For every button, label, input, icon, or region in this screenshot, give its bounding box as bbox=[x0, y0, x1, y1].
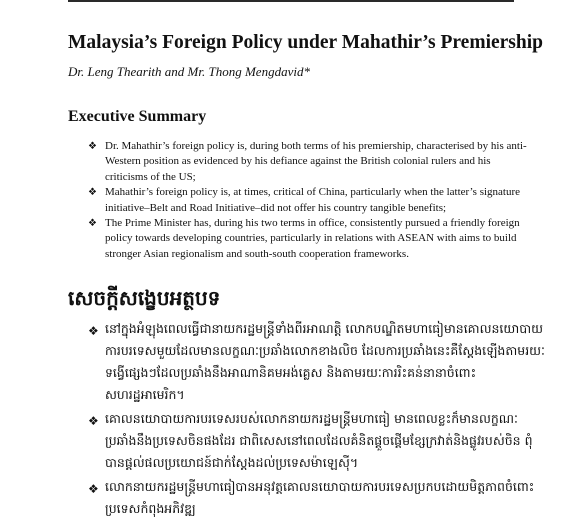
list-item-text: Mahathir’s foreign policy is, at times, critical of China, particularly when the latter’s signature initiative–Belt and Road Initiative–did not offer his country tangible benefits; bbox=[105, 186, 521, 214]
list-item bbox=[88, 216, 528, 262]
list-item bbox=[88, 139, 528, 185]
khmer-summary-heading: សេចក្តីសង្ខេបអត្ថបទ bbox=[68, 286, 221, 310]
list-item-text: នៅក្នុងអំឡុងពេលធ្វើជានាយករដ្ឋមន្ត្រីទាំងពីរអាណត្តិ លោកបណ្ឌិតមហាធៀមានគោលនយោបាយការបរទេសមួយដែលមានលក្ខណៈប្រឆាំងលោកខាងលិច ដែលការប្រឆាំងនេះគឺស្តែងឡើងតាមរយៈទង្វើផ្សេងៗដែលប្រឆាំងនឹងអាណានិគមអង់គ្លេស និងតាមរយៈការរិះគន់នានាចំពោះសហរដ្ឋអាមេរិក។ bbox=[105, 321, 545, 402]
diamond-bullet-icon: ❖ bbox=[88, 187, 97, 199]
list-item bbox=[88, 185, 528, 216]
list-item-text: Dr. Mahathir’s foreign policy is, during both terms of his premiership, characterised by his anti-Western position as evidenced by his defiance against the British colonial rulers and his criticisms of the US; bbox=[105, 140, 527, 183]
list-item bbox=[88, 408, 548, 474]
document-authors: Dr. Leng Thearith and Mr. Thong Mengdavid* bbox=[68, 64, 310, 79]
diamond-bullet-icon: ❖ bbox=[88, 414, 99, 428]
khmer-summary-list bbox=[88, 318, 548, 522]
executive-summary-heading: Executive Summary bbox=[68, 108, 207, 125]
diamond-bullet-icon: ❖ bbox=[88, 482, 99, 496]
diamond-bullet-icon: ❖ bbox=[88, 218, 97, 230]
list-item bbox=[88, 476, 548, 520]
list-item-text: គោលនយោបាយការបរទេសរបស់លោកនាយករដ្ឋមន្ត្រីមហាធៀ មានពេលខ្លះក៏មានលក្ខណៈប្រឆាំងនឹងប្រទេសចិនផងដែរ ជាពិសេសនៅពេលដែលគំនិតផ្តួចផ្តើមខ្សែក្រវាត់និងផ្លូវរបស់ចិន ពុំបានផ្តល់ផលប្រយោជន៍ជាក់ស្តែងដល់ប្រទេសម៉ាឡេស៊ី។ bbox=[105, 411, 533, 470]
document-title: Malaysia’s Foreign Policy under Mahathir’s Premiership bbox=[68, 32, 543, 53]
list-item-text: លោកនាយករដ្ឋមន្ត្រីមហាធៀបានអនុវត្តគោលនយោបាយការបរទេសប្រកបដោយមិត្តភាពចំពោះប្រទេសកំពុងអភិវឌ្ឍ bbox=[105, 479, 535, 516]
top-divider bbox=[68, 0, 514, 2]
list-item bbox=[88, 318, 548, 406]
executive-summary-list bbox=[88, 139, 528, 262]
diamond-bullet-icon: ❖ bbox=[88, 141, 97, 152]
diamond-bullet-icon: ❖ bbox=[88, 324, 99, 338]
list-item-text: The Prime Minister has, during his two terms in office, consistently pursued a friendly foreign policy towards developing countries, particularly in relations with ASEAN with aims to build stronger Asian regionalism and south-south cooperation frameworks. bbox=[105, 217, 520, 260]
